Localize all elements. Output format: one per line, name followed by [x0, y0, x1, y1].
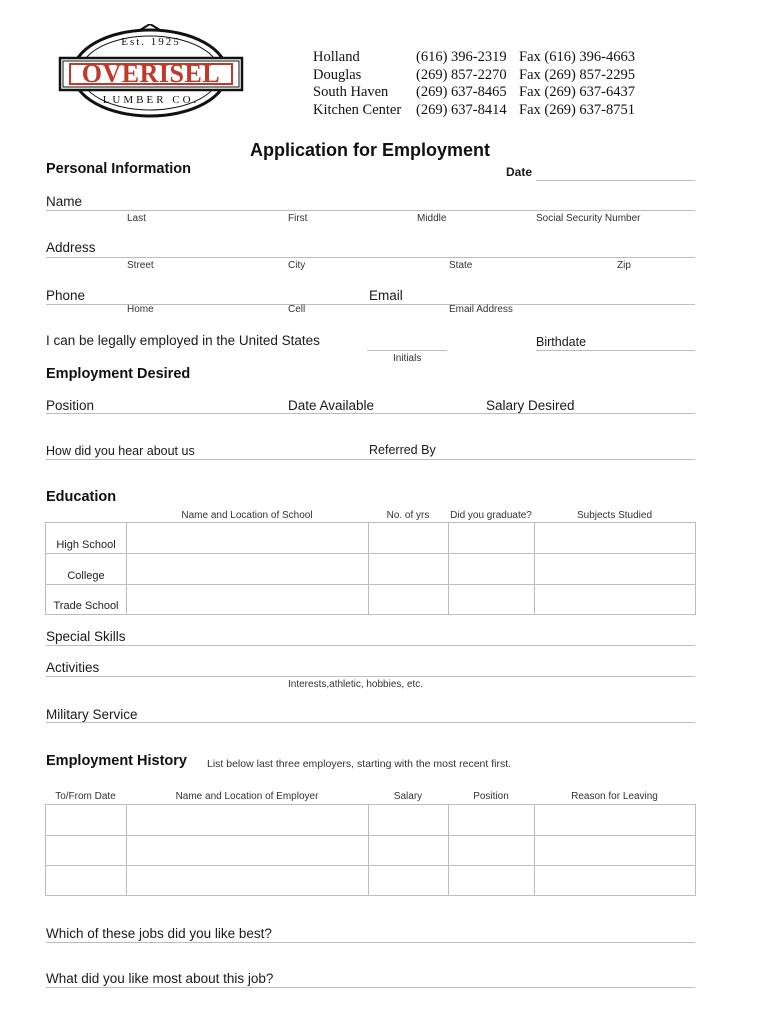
edu-cell[interactable]	[127, 523, 369, 554]
military-service-label: Military Service	[46, 707, 138, 722]
address-street-sub: Street	[127, 260, 154, 271]
name-field[interactable]	[46, 210, 695, 211]
address-city-sub: City	[288, 260, 306, 271]
phone-douglas: (269) 857-2270	[416, 66, 507, 83]
fax-kitchen-center: Fax (269) 637-8751	[519, 101, 635, 118]
emp-col-salary: Salary	[393, 791, 423, 802]
date-available-label: Date Available	[288, 398, 375, 413]
edu-cell[interactable]	[449, 554, 535, 585]
special-skills-field[interactable]	[46, 645, 695, 646]
emp-cell[interactable]	[127, 836, 369, 866]
table-row	[46, 866, 696, 896]
emp-cell[interactable]	[449, 866, 535, 896]
logo-est-text: Est. 1925	[121, 36, 181, 48]
address-field[interactable]	[46, 257, 695, 258]
name-first-sub: First	[288, 213, 308, 224]
position-label: Position	[46, 398, 95, 413]
birthdate-label: Birthdate	[536, 335, 587, 349]
emp-cell[interactable]	[46, 836, 127, 866]
salary-desired-label: Salary Desired	[486, 398, 575, 413]
edu-cell[interactable]	[535, 585, 696, 615]
edu-cell[interactable]	[369, 585, 449, 615]
phone-home-sub: Home	[127, 304, 154, 315]
edu-col-school: Name and Location of School	[181, 510, 313, 521]
edu-row-label	[46, 523, 127, 554]
phone-holland: (616) 396-2319	[416, 49, 507, 65]
employment-desired-field[interactable]	[46, 413, 695, 414]
edu-cell[interactable]	[127, 585, 369, 615]
phone-south-haven: (269) 637-8465	[416, 84, 507, 101]
emp-col-reason: Reason for Leaving	[571, 791, 658, 802]
company-logo	[56, 24, 246, 120]
emp-col-employer: Name and Location of Employer	[175, 791, 319, 802]
employment-history-note: List below last three employers, starting with the most recent first.	[207, 758, 512, 770]
date-field[interactable]	[536, 180, 695, 181]
birthdate-field[interactable]	[536, 350, 695, 351]
initials-sub: Initials	[393, 353, 422, 364]
location-south-haven: South Haven	[313, 84, 389, 101]
emp-cell[interactable]	[535, 805, 696, 836]
question-most-liked-label: What did you like most about this job?	[46, 971, 274, 986]
fax-south-haven: Fax (269) 637-6437	[519, 84, 635, 101]
education-heading: Education	[46, 489, 117, 505]
activities-sub: Interests,athletic, hobbies, etc.	[288, 679, 424, 690]
email-address-sub: Email Address	[449, 304, 513, 315]
phone-cell-sub: Cell	[288, 304, 306, 315]
activities-label: Activities	[46, 660, 100, 675]
name-label: Name	[46, 194, 83, 209]
emp-cell[interactable]	[46, 805, 127, 836]
location-douglas: Douglas	[313, 66, 362, 83]
emp-cell[interactable]	[369, 805, 449, 836]
name-last-sub: Last	[127, 213, 146, 224]
emp-cell[interactable]	[127, 866, 369, 896]
email-label: Email	[369, 288, 403, 303]
logo-sub-text: LUMBER CO.	[102, 94, 200, 106]
form-title: Application for Employment	[249, 140, 490, 160]
edu-cell[interactable]	[369, 523, 449, 554]
emp-cell[interactable]	[369, 866, 449, 896]
edu-row-college: College	[67, 570, 105, 582]
how-hear-label: How did you hear about us	[46, 444, 195, 458]
employment-desired-heading: Employment Desired	[46, 366, 191, 382]
name-middle-sub: Middle	[417, 213, 447, 224]
edu-cell[interactable]	[535, 554, 696, 585]
employment-history-heading: Employment History	[46, 753, 187, 769]
contact-phones	[416, 49, 507, 119]
edu-col-subjects: Subjects Studied	[576, 510, 653, 521]
referred-by-label: Referred By	[369, 443, 436, 457]
address-state-sub: State	[449, 260, 473, 271]
emp-cell[interactable]	[449, 805, 535, 836]
fax-holland: Fax (616) 396-4663	[519, 49, 635, 65]
table-row	[46, 805, 696, 836]
initials-field[interactable]	[367, 350, 447, 351]
table-row	[46, 554, 696, 585]
edu-row-trade-school: Trade School	[53, 600, 119, 612]
location-kitchen-center: Kitchen Center	[313, 101, 402, 118]
phone-label: Phone	[46, 288, 86, 303]
edu-cell[interactable]	[127, 554, 369, 585]
emp-cell[interactable]	[535, 866, 696, 896]
question-most-liked-field[interactable]	[46, 987, 695, 988]
emp-cell[interactable]	[127, 805, 369, 836]
contact-locations	[313, 49, 401, 119]
emp-cell[interactable]	[369, 836, 449, 866]
edu-row-high-school: High School	[56, 539, 116, 551]
special-skills-label: Special Skills	[46, 629, 126, 644]
address-label: Address	[46, 240, 96, 255]
personal-info-heading: Personal Information	[46, 161, 192, 177]
ssn-sub: Social Security Number	[536, 213, 641, 224]
table-row	[46, 523, 696, 554]
education-table	[45, 522, 696, 615]
location-holland: Holland	[313, 49, 360, 65]
fax-douglas: Fax (269) 857-2295	[519, 66, 635, 83]
edu-row-label	[46, 585, 127, 615]
emp-cell[interactable]	[535, 836, 696, 866]
question-best-job-field[interactable]	[46, 942, 695, 943]
activities-field[interactable]	[46, 676, 695, 677]
emp-col-date: To/From Date	[55, 791, 116, 802]
phone-kitchen-center: (269) 637-8414	[416, 101, 507, 118]
address-zip-sub: Zip	[617, 260, 631, 271]
legal-employment-label: I can be legally employed in the United States	[46, 333, 320, 348]
edu-cell[interactable]	[449, 585, 535, 615]
how-hear-field[interactable]	[46, 459, 695, 460]
edu-cell[interactable]	[449, 523, 535, 554]
logo-name-text: OVERISEL	[81, 59, 221, 88]
edu-col-years: No. of yrs	[386, 510, 430, 521]
edu-cell[interactable]	[369, 554, 449, 585]
edu-cell[interactable]	[535, 523, 696, 554]
employment-history-table	[45, 804, 696, 896]
emp-cell[interactable]	[449, 836, 535, 866]
contact-faxes	[519, 49, 635, 119]
emp-cell[interactable]	[46, 866, 127, 896]
edu-row-label	[46, 554, 127, 585]
question-best-job-label: Which of these jobs did you like best?	[46, 926, 272, 941]
table-row	[46, 836, 696, 866]
military-service-field[interactable]	[46, 722, 695, 723]
edu-col-graduate: Did you graduate?	[450, 510, 532, 521]
emp-col-position: Position	[473, 791, 509, 802]
table-row	[46, 585, 696, 615]
date-label: Date	[506, 165, 533, 179]
